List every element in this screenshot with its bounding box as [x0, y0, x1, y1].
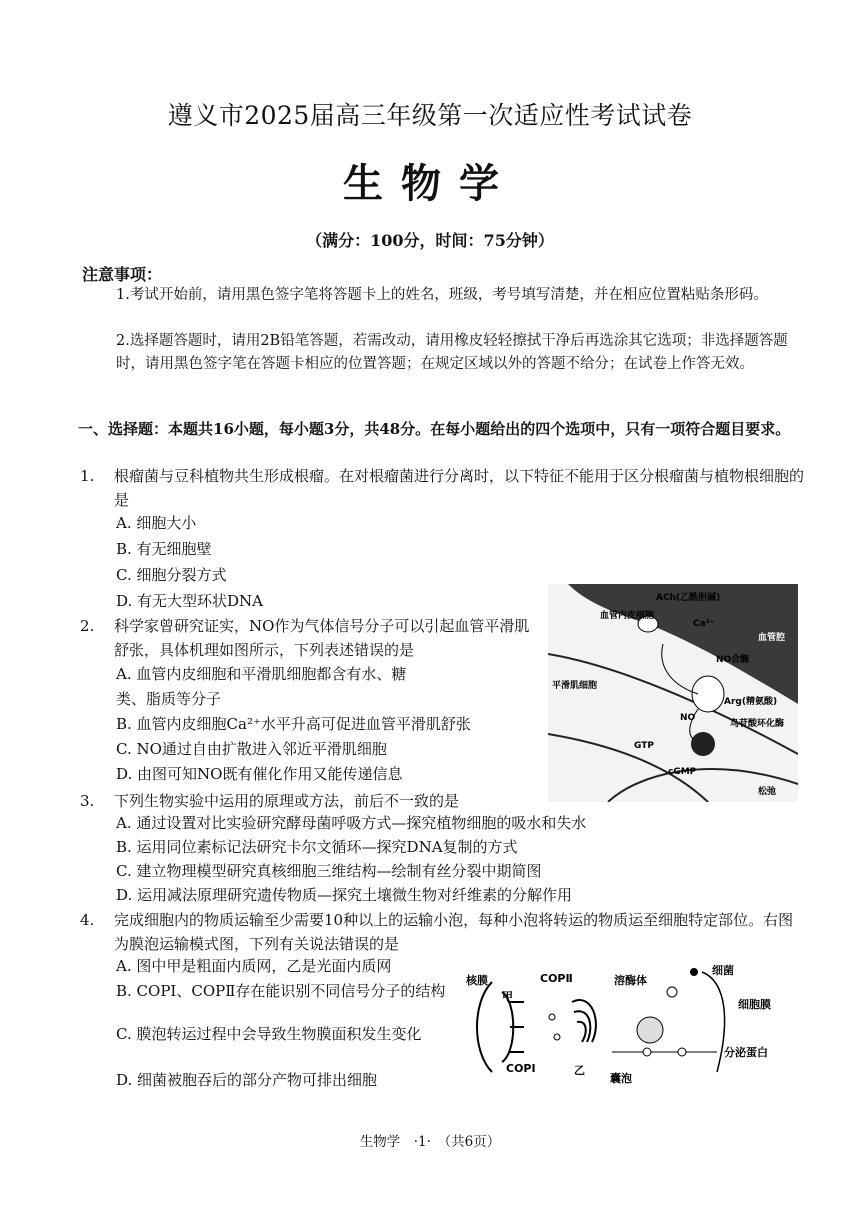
label-cop1: COPⅠ	[506, 1062, 536, 1075]
q2-option-b: B. 血管内皮细胞Ca²⁺水平升高可促进血管平滑肌舒张	[116, 715, 471, 733]
vesicle-shape	[678, 1048, 686, 1056]
q3-option-b: B. 运用同位素标记法研究卡尔文循环—探究DNA复制的方式	[116, 838, 518, 856]
notice-item-2: 2.选择题答题时，请用2B铅笔答题，若需改动，请用橡皮轻轻擦拭干净后再选涂其它选项；非选择题答题时，请用黑色签字笔在答题卡相应的位置答题；在规定区域以外的答题不给分；在试卷上作答无效。	[116, 333, 788, 372]
label-ach: ACh(乙酰胆碱)	[656, 593, 721, 603]
question-stem: 下列生物实验中运用的原理或方法，前后不一致的是	[114, 792, 460, 810]
label-lysosome: 溶酶体	[614, 974, 647, 987]
label-bacteria: 细菌	[712, 964, 734, 977]
label-ca: Ca²⁺	[693, 619, 715, 629]
q1-option-c: C. 细胞分裂方式	[116, 566, 227, 584]
label-relax: 松弛	[758, 787, 777, 797]
section-heading: 一、选择题：本题共16小题，每小题3分，共48分。在每小题给出的四个选项中，只有一项符合题目要求。	[78, 420, 791, 438]
guanylyl-cyclase-shape	[691, 732, 715, 756]
vesicle-transport-diagram	[462, 962, 802, 1088]
exam-title: 遵义市2025届高三年级第一次适应性考试试卷	[167, 101, 693, 130]
q1-option-a: A. 细胞大小	[116, 514, 197, 532]
question-stem: 科学家曾研究证实，NO作为气体信号分子可以引起血管平滑肌舒张，具体机理如图所示，下列表述错误的是	[114, 617, 530, 659]
q2-option-c: C. NO通过自由扩散进入邻近平滑肌细胞	[116, 740, 387, 758]
question-number: 3.	[80, 792, 95, 810]
q2-option-a: A. 血管内皮细胞和平滑肌细胞都含有水、糖类、脂质等分子	[116, 665, 407, 708]
label-gtp: GTP	[634, 741, 654, 751]
question-number: 2.	[80, 617, 95, 635]
label-cgmp: cGMP	[668, 767, 697, 777]
q3-option-d: D. 运用减法原理研究遗传物质—探究土壤微生物对纤维素的分解作用	[116, 886, 573, 904]
q3-option-a: A. 通过设置对比实验研究酵母菌呼吸方式—探究植物细胞的吸水和失水	[116, 814, 587, 832]
label-lumen: 血管腔	[758, 633, 786, 643]
q4-option-d: D. 细菌被胞吞后的部分产物可排出细胞	[116, 1071, 378, 1089]
label-no: NO	[680, 713, 696, 723]
label-nuclear: 核膜	[466, 974, 488, 987]
vesicle-shape	[667, 987, 677, 997]
q4-option-c: C. 膜泡转运过程中会导致生物膜面积发生变化	[116, 1025, 422, 1043]
label-yi: 乙	[574, 1064, 585, 1077]
cell-membrane	[702, 972, 725, 1072]
notice-item-1: 1.考试开始前，请用黑色签字笔将答题卡上的姓名，班级，考号填写清楚，并在相应位置粘贴条形码。	[116, 287, 768, 303]
q2-option-d: D. 由图可知NO既有催化作用又能传递信息	[116, 765, 403, 783]
score-info: （满分：100分，时间：75分钟）	[306, 231, 554, 250]
q4-option-a: A. 图中甲是粗面内质网，乙是光面内质网	[116, 957, 392, 975]
vesicle-dot	[554, 1034, 560, 1040]
lysosome-shape	[637, 1017, 663, 1043]
label-cop2: COPⅡ	[540, 972, 573, 985]
label-guanylyl-cyclase: 鸟苷酸环化酶	[730, 719, 785, 729]
question-stem: 根瘤菌与豆科植物共生形成根瘤。在对根瘤菌进行分离时，以下特征不能用于区分根瘤菌与植物根细胞的是	[114, 467, 805, 509]
label-endothelial: 血管内皮细胞	[600, 611, 655, 621]
label-jia: 甲	[502, 990, 513, 1003]
label-smooth-muscle: 平滑肌细胞	[552, 681, 598, 691]
no-signaling-diagram	[548, 584, 798, 802]
bacteria-dot	[690, 968, 698, 976]
notice-heading: 注意事项：	[82, 265, 163, 284]
q1-option-d: D. 有无大型环状DNA	[116, 592, 264, 610]
golgi-yi	[572, 1000, 596, 1042]
label-membrane: 细胞膜	[738, 998, 771, 1011]
question-stem: 完成细胞内的物质运输至少需要10种以上的运输小泡，每种小泡将转运的物质运至细胞特定部位。右图为膜泡运输模式图，下列有关说法错误的是	[114, 911, 794, 953]
label-nos: NO合酶	[716, 655, 750, 665]
label-secreted: 分泌蛋白	[724, 1046, 768, 1059]
question-number: 1.	[80, 467, 95, 485]
label-vesicle: 囊泡	[610, 1072, 632, 1085]
subject-title: 生物学	[343, 160, 517, 207]
label-arg: Arg(精氨酸)	[724, 697, 778, 707]
page-footer: 生物学 ·1· （共6页）	[359, 1134, 501, 1150]
vesicle-dot	[549, 1014, 555, 1020]
q4-option-b: B. COPⅠ、COPⅡ存在能识别不同信号分子的结构	[116, 982, 446, 1000]
q1-option-b: B. 有无细胞壁	[116, 540, 212, 558]
nuclear-membrane	[477, 982, 492, 1072]
question-number: 4.	[80, 911, 95, 929]
q3-option-c: C. 建立物理模型研究真核细胞三维结构—绘制有丝分裂中期简图	[116, 862, 542, 880]
vesicle-shape	[643, 1048, 651, 1056]
